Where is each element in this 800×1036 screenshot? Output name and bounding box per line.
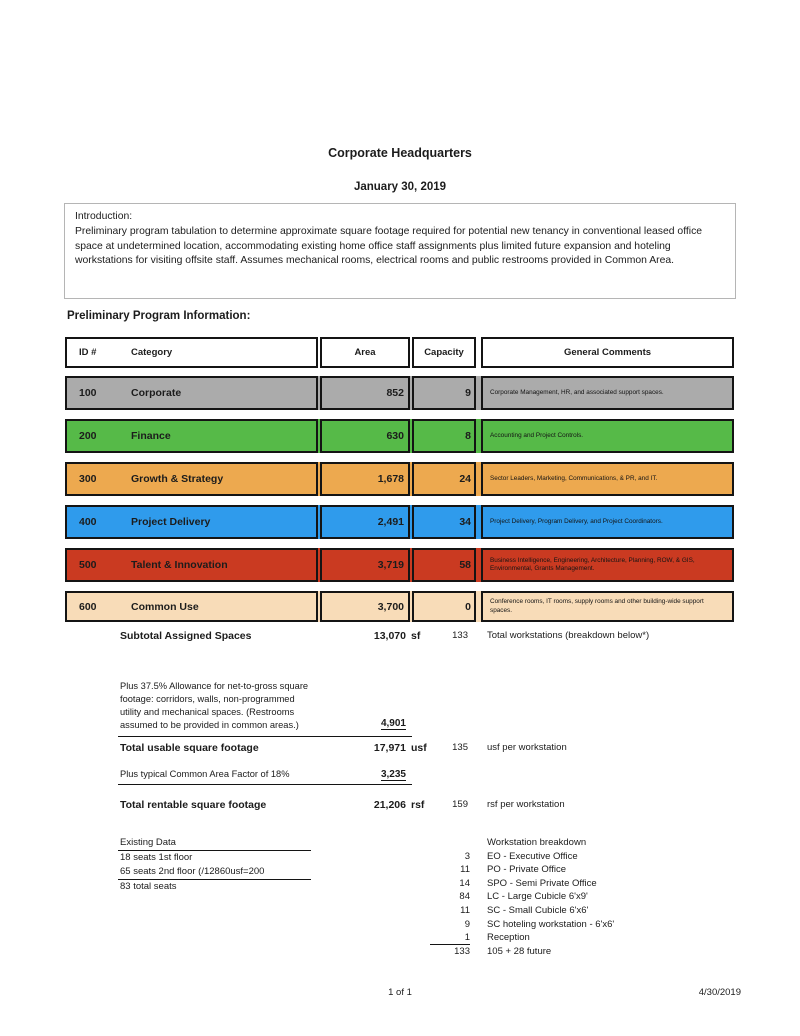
row-area: 630 bbox=[320, 419, 410, 453]
breakdown-label: SC - Small Cubicle 6'x6' bbox=[487, 904, 589, 916]
row-capacity: 58 bbox=[412, 548, 476, 582]
section-heading: Preliminary Program Information: bbox=[67, 310, 251, 322]
subtotal-row bbox=[0, 630, 800, 645]
rentable-value: 21,206 bbox=[373, 799, 406, 811]
breakdown-label: LC - Large Cubicle 6'x9' bbox=[487, 891, 588, 903]
breakdown-label: Reception bbox=[487, 932, 530, 944]
introduction-label: Introduction: bbox=[75, 211, 133, 222]
row-cell-category bbox=[65, 505, 318, 539]
row-cell-category bbox=[65, 591, 318, 622]
workstation-breakdown-block bbox=[430, 836, 614, 958]
breakdown-item bbox=[430, 931, 614, 945]
breakdown-item bbox=[430, 904, 614, 918]
row-category: Talent & Innovation bbox=[131, 559, 228, 571]
breakdown-label: SC hoteling workstation - 6'x6' bbox=[487, 918, 615, 930]
table-header-row bbox=[65, 337, 734, 368]
existing-data-title: Existing Data bbox=[118, 836, 311, 851]
rentable-total-row bbox=[0, 799, 800, 814]
subtotal-unit: sf bbox=[411, 630, 421, 642]
breakdown-item bbox=[430, 890, 614, 904]
usable-note: usf per workstation bbox=[487, 742, 567, 753]
page-date: January 30, 2019 bbox=[353, 181, 447, 193]
allowance-note-line: assumed to be provided in common areas.) bbox=[120, 720, 299, 730]
row-area: 3,719 bbox=[320, 548, 410, 582]
row-comments: Conference rooms, IT rooms, supply rooms and other building-wide support spaces. bbox=[481, 591, 734, 622]
breakdown-total-label: 105 + 28 future bbox=[487, 945, 552, 957]
usable-count: 135 bbox=[452, 742, 468, 753]
row-category: Finance bbox=[131, 430, 171, 442]
breakdown-count: 84 bbox=[459, 891, 470, 903]
usable-label: Total usable square footage bbox=[120, 742, 259, 754]
usable-value: 17,971 bbox=[373, 742, 406, 754]
table-row bbox=[65, 591, 734, 622]
rentable-unit: rsf bbox=[411, 799, 425, 811]
breakdown-total-row bbox=[430, 945, 614, 959]
row-area: 2,491 bbox=[320, 505, 410, 539]
row-area: 3,700 bbox=[320, 591, 410, 622]
header-cell-comments: General Comments bbox=[481, 337, 734, 368]
page-title: Corporate Headquarters bbox=[328, 146, 472, 160]
row-cell-category bbox=[65, 376, 318, 410]
breakdown-item bbox=[430, 877, 614, 891]
existing-data-line: 83 total seats bbox=[120, 881, 177, 892]
row-comments: Accounting and Project Controls. bbox=[481, 419, 734, 453]
row-area: 1,678 bbox=[320, 462, 410, 496]
row-id: 400 bbox=[79, 516, 97, 528]
breakdown-label: EO - Executive Office bbox=[487, 850, 578, 862]
header-cell-area: Area bbox=[320, 337, 410, 368]
breakdown-count: 11 bbox=[460, 864, 470, 876]
rentable-count: 159 bbox=[452, 799, 468, 810]
allowance-value-row bbox=[0, 718, 800, 733]
header-id: ID # bbox=[79, 347, 97, 358]
subtotal-note: Total workstations (breakdown below*) bbox=[487, 630, 650, 641]
row-comments: Corporate Management, HR, and associated support spaces. bbox=[481, 376, 734, 410]
existing-data-line: 18 seats 1st floor bbox=[120, 852, 193, 863]
row-capacity: 9 bbox=[412, 376, 476, 410]
row-category: Corporate bbox=[131, 387, 182, 399]
usable-total-row bbox=[0, 742, 800, 757]
caf-value: 3,235 bbox=[380, 769, 406, 780]
breakdown-label: PO - Private Office bbox=[487, 864, 567, 876]
caf-row bbox=[0, 769, 800, 784]
footer-date: 4/30/2019 bbox=[698, 987, 741, 998]
row-comments: Sector Leaders, Marketing, Communications, & PR, and IT. bbox=[481, 462, 734, 496]
subtotal-label: Subtotal Assigned Spaces bbox=[120, 630, 252, 642]
existing-data-line: 65 seats 2nd floor (/12860usf=200 bbox=[118, 865, 311, 880]
breakdown-item bbox=[430, 863, 614, 877]
allowance-note-line: Plus 37.5% Allowance for net-to-gross square bbox=[120, 681, 309, 691]
breakdown-item bbox=[430, 850, 614, 864]
subtotal-count: 133 bbox=[452, 630, 468, 641]
row-area: 852 bbox=[320, 376, 410, 410]
row-cell-category bbox=[65, 419, 318, 453]
existing-data-block bbox=[118, 836, 311, 894]
allowance-note-line: utility and mechanical spaces. (Restrooms bbox=[120, 707, 295, 717]
breakdown-title: Workstation breakdown bbox=[487, 837, 587, 848]
row-capacity: 8 bbox=[412, 419, 476, 453]
introduction-text: Preliminary program tabulation to determine approximate square footage required for potential new tenancy in conventional leased office space at undetermined location, accommodating existing home office staff assignments plus limited future expansion and hoteling workstations for visiting offsite staff. Assumes mechanical rooms, electrical rooms and public restrooms provided in Common Area. bbox=[75, 225, 703, 267]
usable-unit: usf bbox=[411, 742, 427, 754]
row-comments: Project Delivery, Program Delivery, and Project Coordinators. bbox=[481, 505, 734, 539]
header-cell-category bbox=[65, 337, 318, 368]
row-capacity: 34 bbox=[412, 505, 476, 539]
row-category: Project Delivery bbox=[131, 516, 211, 528]
table-row bbox=[65, 419, 734, 453]
table-row bbox=[65, 505, 734, 539]
row-category: Growth & Strategy bbox=[131, 473, 224, 485]
table-row bbox=[65, 548, 734, 582]
breakdown-count: 3 bbox=[464, 850, 470, 862]
breakdown-title-row bbox=[430, 836, 614, 850]
allowance-value: 4,901 bbox=[380, 718, 406, 729]
subtotal-value: 13,070 bbox=[373, 630, 406, 642]
row-capacity: 24 bbox=[412, 462, 476, 496]
row-cell-category bbox=[65, 462, 318, 496]
header-cell-capacity: Capacity bbox=[412, 337, 476, 368]
table-row bbox=[65, 462, 734, 496]
horizontal-rule bbox=[118, 784, 412, 785]
row-id: 500 bbox=[79, 559, 97, 571]
row-capacity: 0 bbox=[412, 591, 476, 622]
breakdown-item bbox=[430, 918, 614, 932]
row-cell-category bbox=[65, 548, 318, 582]
breakdown-count: 1 bbox=[430, 931, 470, 945]
breakdown-count: 11 bbox=[460, 904, 470, 916]
table-row bbox=[65, 376, 734, 410]
breakdown-label: SPO - Semi Private Office bbox=[487, 877, 597, 889]
introduction-box bbox=[64, 203, 736, 299]
row-id: 200 bbox=[79, 430, 97, 442]
allowance-note-line: footage: corridors, walls, non-programmed bbox=[120, 694, 295, 704]
rentable-label: Total rentable square footage bbox=[120, 799, 267, 811]
breakdown-total-count: 133 bbox=[454, 945, 470, 957]
footer-page-number: 1 of 1 bbox=[388, 987, 412, 998]
row-comments: Business Intelligence, Engineering, Architecture, Planning, ROW, & GIS, Environmental, Grants Management. bbox=[481, 548, 734, 582]
caf-label: Plus typical Common Area Factor of 18% bbox=[120, 769, 290, 779]
row-id: 100 bbox=[79, 387, 97, 399]
row-id: 300 bbox=[79, 473, 97, 485]
breakdown-count: 9 bbox=[464, 918, 470, 930]
row-id: 600 bbox=[79, 600, 97, 613]
header-category: Category bbox=[131, 347, 173, 358]
horizontal-rule bbox=[118, 736, 412, 737]
row-category: Common Use bbox=[131, 600, 199, 613]
breakdown-count: 14 bbox=[459, 877, 470, 889]
rentable-note: rsf per workstation bbox=[487, 799, 565, 810]
